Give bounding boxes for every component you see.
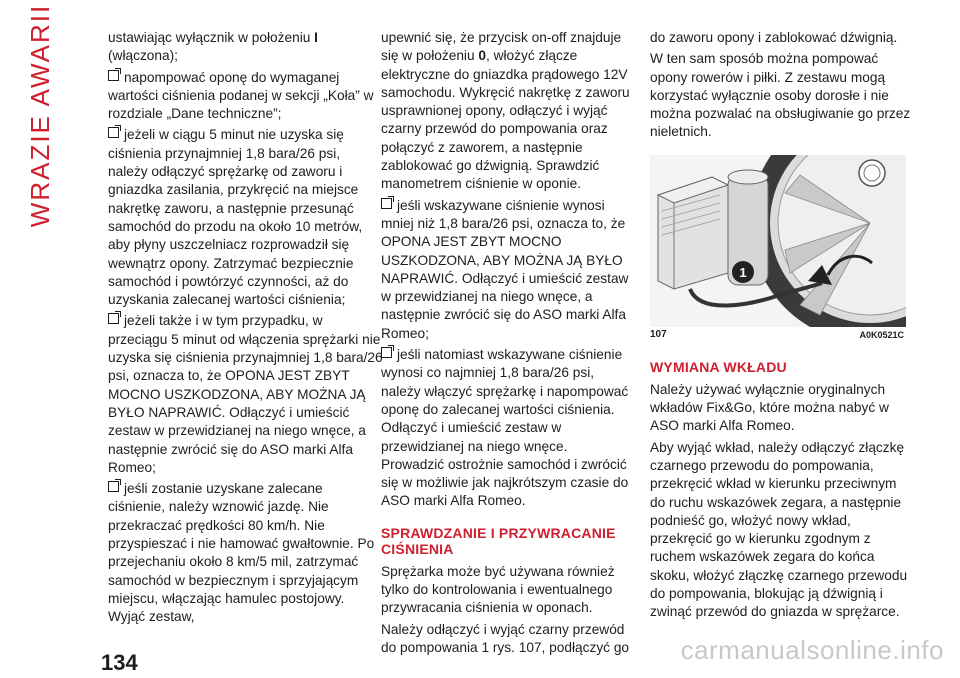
- compressor-illustration: [650, 155, 906, 327]
- figure-code: A0K0521C: [859, 330, 904, 341]
- paragraph: Sprężarka może być używana również tylko do kontrolowania i ewentualnego przywracania ciśnienia w oponach.: [381, 563, 615, 616]
- section-heading: SPRAWDZANIE I PRZYWRACANIE CIŚNIENIA: [381, 524, 616, 557]
- paragraph: Należy używać wyłącznie oryginalnych wkładów Fix&Go, które można nabyć w ASO marki Alfa Romeo.: [650, 381, 889, 434]
- column-1: [108, 29, 383, 630]
- bullet-text: jeżeli w ciągu 5 minut nie uzyska się ciśnienia przynajmniej 1,8 bara/26 psi, należy odłączyć sprężarkę od zaworu i gniazdka zasilania, przykręcić na miejsce nakrętkę zaworu, a następnie przesunąć samochód do przodu na około 10 metrów, aby płyny uszczelniacz rozprowadził się wewnątrz opony. Zatrzymać bezpiecznie samochód i powtórzyć czynności, aż do uzyskania zalecanej wartości ciśnienia;: [108, 127, 363, 308]
- page-number: 134: [101, 650, 138, 675]
- text-span: ustawiając wyłącznik w położeniu: [108, 30, 315, 45]
- bullet-text: jeśli wskazywane ciśnienie wynosi mniej niż 1,8 bara/26 psi, oznacza to, że OPONA JEST ZBYT MOCNO USZKODZONA, ABY MOŻNA JĄ BYŁO NAPRAWIĆ. Odłączyć i umieścić zestaw w przewidzianej na niego wnęce, a następnie zwrócić się do ASO marki Alfa Romeo;: [381, 197, 629, 341]
- section-heading: WYMIANA WKŁADU: [650, 358, 787, 375]
- paragraph: W ten sam sposób można pompować opony rowerów i piłki. Z zestawu mogą korzystać wyłącznie osoby dorosłe i nie można pozwalać na obsługiwanie go przez nieletnich.: [650, 51, 911, 140]
- off-symbol: 0: [478, 48, 487, 64]
- figure-number: 107: [650, 329, 667, 341]
- column-3: [650, 29, 912, 625]
- paragraph: do zaworu opony i zablokować dźwignią.: [650, 30, 898, 45]
- paragraph: Należy odłączyć i wyjąć czarny przewód do pompowania 1 rys. 107, podłączyć go: [381, 621, 630, 655]
- bullet-item: [381, 197, 631, 343]
- paragraph: Aby wyjąć wkład, należy odłączyć złączkę czarnego przewodu do pompowania, przekręcić wkład w kierunku przeciwnym do ruchu wskazówek zegara, a następnie podnieść go, włożyć nowy wkład, przekręcić go w kierunku zgodnym z ruchem wskazówek zegara do końca skoku, włożyć złączkę czarnego przewodu do pompowania, blokując ją dźwignią i zwinąć przewód do gniazda w sprężarce.: [650, 439, 908, 620]
- paragraph: [381, 29, 631, 194]
- paragraph: [108, 29, 383, 66]
- bullet-icon: [108, 481, 119, 492]
- figure-107: [650, 155, 906, 345]
- bullet-item: [108, 480, 383, 626]
- bullet-text: jeśli natomiast wskazywane ciśnienie wynosi co najmniej 1,8 bara/26 psi, należy włączyć sprężarkę i napompować oponę do zalecanej wartości ciśnienia. Odłączyć i umieścić zestaw w przewidzianej na niego wnęce. Prowadzić ostrożnie samochód i zwrócić się w możliwie jak najkrótszym czasie do ASO marki Alfa Romeo.: [381, 347, 629, 509]
- bullet-text: napompować oponę do wymaganej wartości ciśnienia podanej w sekcji „Koła” w rozdziale „Dane techniczne”;: [108, 69, 374, 122]
- section-title: [16, 3, 66, 227]
- on-symbol: I: [314, 30, 318, 45]
- bullet-text: jeśli zostanie uzyskane zalecane ciśnienie, należy wznowić jazdę. Nie przekraczać prędkości 80 km/h. Nie przyspieszać i nie hamować gwałtownie. Po przejechaniu około 8 km/5 mil, zatrzymać samochód w bezpiecznym i sprzyjającym miejscu, włączając hamulec postojowy. Wyjąć zestaw,: [108, 481, 375, 625]
- bullet-item: [108, 312, 383, 477]
- callout-label: 1: [739, 264, 747, 280]
- text-span: upewnić się, że przycisk on-off znajduje się w położeniu: [381, 30, 622, 64]
- bullet-icon: [108, 70, 119, 81]
- bullet-icon: [108, 313, 119, 324]
- text-span: , włożyć złącze elektryczne do gniazdka prądowego 12V samochodu. Wykręcić nakrętkę z zaworu usprawnionej opony, odłączyć i wyjąć czarny przewód do pompowania oraz połączyć z zaworem, a następnie zablokować go dźwignią. Sprawdzić manometrem ciśnienie w oponie.: [381, 48, 630, 192]
- section-title-text: WRAZIE AWARII: [25, 3, 56, 227]
- text-span: (włączona);: [108, 48, 178, 64]
- bullet-text: jeżeli także i w tym przypadku, w przeciągu 5 minut od włączenia sprężarki nie uzyska się ciśnienia przynajmniej 1,8 bara/26 psi, oznacza to, że OPONA JEST ZBYT MOCNO USZKODZONA, ABY MOŻNA JĄ BYŁO NAPRAWIĆ. Odłączyć i umieścić zestaw w przewidzianej na niego wnęce, a następnie zwrócić się do ASO marki Alfa Romeo;: [108, 313, 383, 475]
- bullet-icon: [381, 347, 392, 358]
- bullet-item: [381, 346, 631, 511]
- column-2: [381, 29, 631, 660]
- bullet-icon: [108, 127, 119, 138]
- watermark: carmanualsonline.info: [680, 635, 944, 665]
- bullet-item: [108, 126, 383, 309]
- bullet-icon: [381, 198, 392, 209]
- bullet-item: [108, 69, 383, 124]
